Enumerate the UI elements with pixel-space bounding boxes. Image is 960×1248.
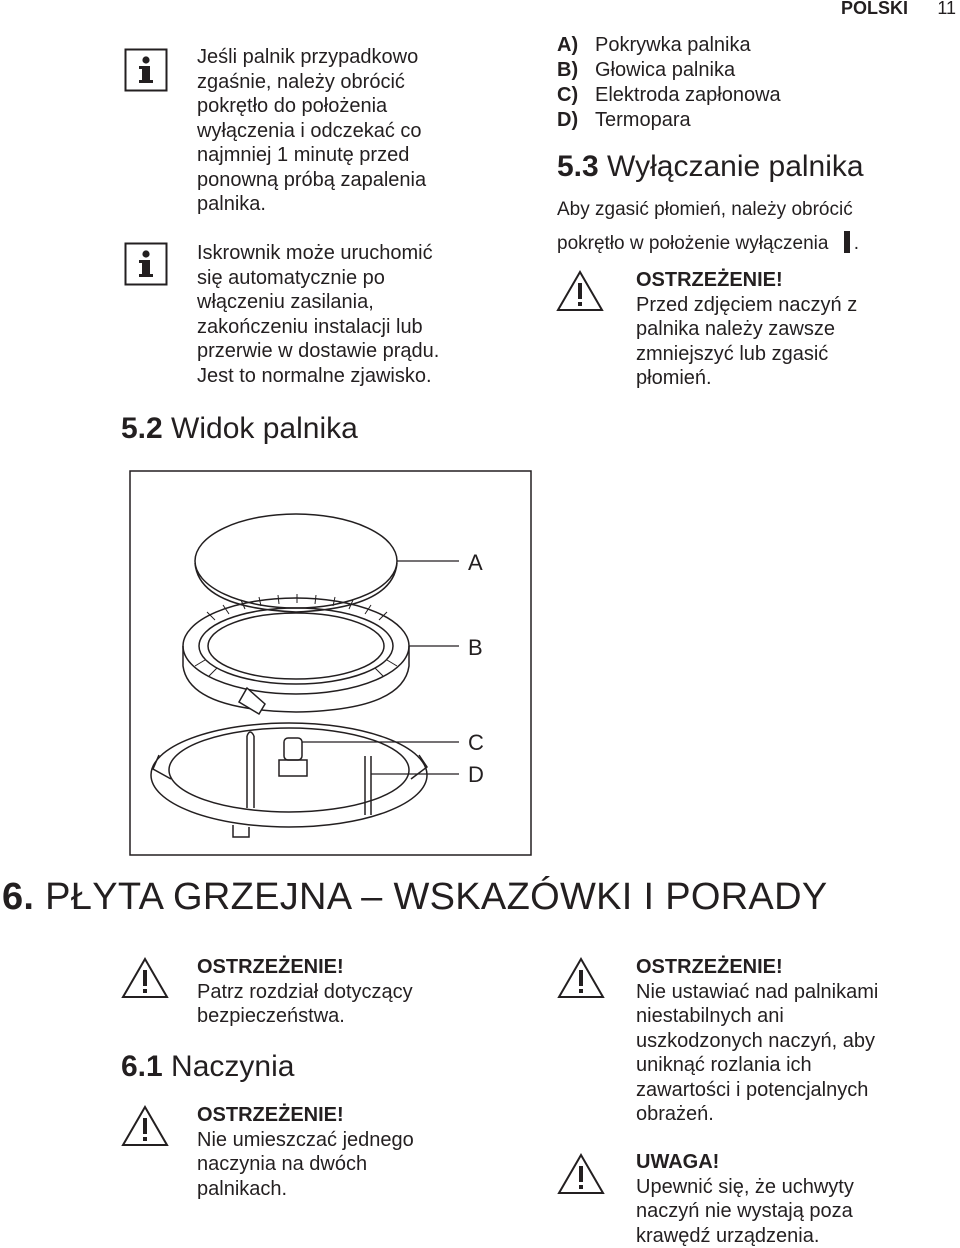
warning-two-burners: OSTRZEŻENIE! Nie umieszczać jednego naczynia na dwóch palnikach. xyxy=(197,1104,414,1200)
section-5-2-heading: 5.2 Widok palnika xyxy=(121,412,358,445)
warning-icon xyxy=(121,1105,169,1147)
legend-item: A) Pokrywka palnika xyxy=(557,34,751,56)
section-5-3-text-1: Aby zgasić płomień, należy obrócić xyxy=(557,199,853,220)
legend-item: B) Głowica palnika xyxy=(557,59,736,81)
section-5-3-text-2: pokrętło w położenie wyłączenia . xyxy=(557,233,859,254)
info-note-2: Iskrownik może uruchomić się automatycznie po włączeniu zasilania, zakończeniu instalacji lub przerwie w dostawie prądu. Jest to normalne zjawisko. xyxy=(197,242,440,387)
section-5-3-heading: 5.3 Wyłączanie palnika xyxy=(557,150,864,183)
diagram-label-d: D xyxy=(468,762,484,787)
section-6-heading: 6. PŁYTA GRZEJNA – WSKAZÓWKI I PORADY xyxy=(2,876,828,918)
info-note-1: Jeśli palnik przypadkowo zgaśnie, należy obrócić pokrętło do położenia wyłączenia i odczekać co najmniej 1 minutę przed ponowną próbą zapalenia palnika. xyxy=(197,46,427,215)
burner-diagram xyxy=(129,470,532,856)
section-6-1-heading: 6.1 Naczynia xyxy=(121,1050,295,1083)
info-icon xyxy=(124,242,168,286)
warning-5-3: OSTRZEŻENIE! Przed zdjęciem naczyń z palnika należy zawsze zmniejszyć lub zgasić płomień. xyxy=(636,269,858,389)
caution-handles: UWAGA! Upewnić się, że uchwyty naczyń nie wystają poza krawędź urządzenia. xyxy=(636,1151,854,1247)
language-label: POLSKI xyxy=(840,0,908,18)
diagram-label-a: A xyxy=(468,550,483,575)
legend-item: C) Elektroda zapłonowa xyxy=(557,84,781,106)
parts-legend xyxy=(557,33,781,133)
diagram-label-b: B xyxy=(468,635,483,660)
warning-unstable-pots: OSTRZEŻENIE! Nie ustawiać nad palnikami niestabilnych ani uszkodzonych naczyń, aby uniknąć rozlania ich zawartości i potencjalnych obrażeń. xyxy=(636,956,879,1125)
warning-icon xyxy=(556,270,604,312)
warning-icon xyxy=(121,957,169,999)
warning-icon xyxy=(557,957,605,999)
warning-safety: OSTRZEŻENIE! Patrz rozdział dotyczący bezpieczeństwa. xyxy=(197,956,413,1027)
caution-icon xyxy=(557,1153,605,1195)
page-number: 11 xyxy=(937,0,956,18)
info-icon xyxy=(124,48,168,92)
legend-item: D) Termopara xyxy=(557,109,691,131)
off-position-symbol xyxy=(844,231,850,253)
diagram-label-c: C xyxy=(468,730,484,755)
